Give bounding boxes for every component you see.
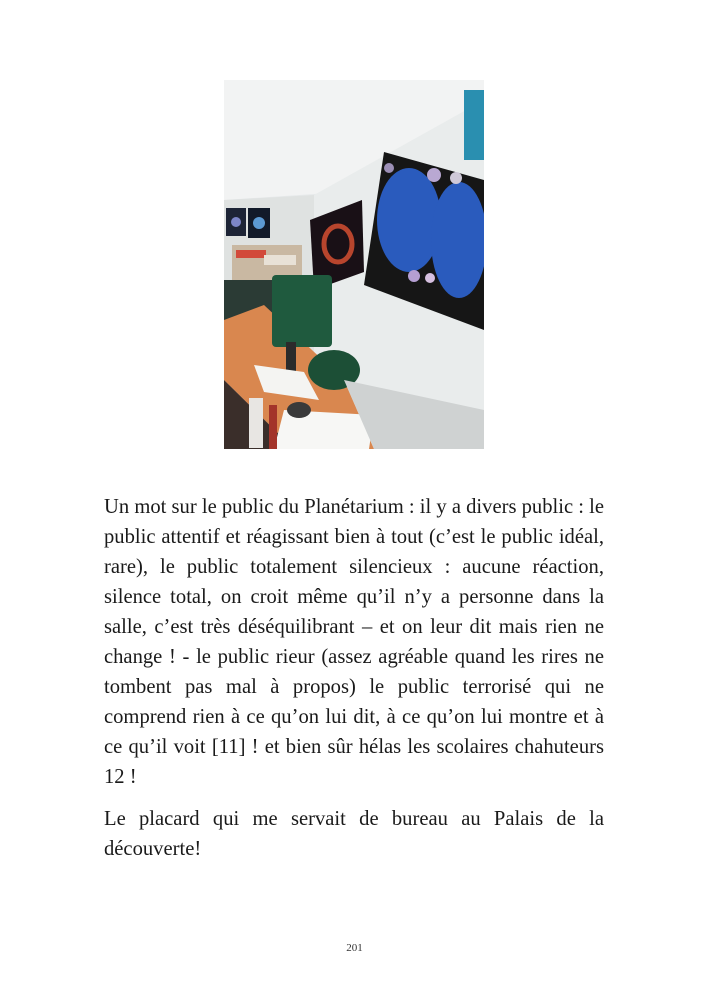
office-photo bbox=[224, 80, 484, 449]
paragraph-photo-caption: Le placard qui me servait de bureau au Palais de la découverte! bbox=[104, 808, 604, 860]
page-number: 201 bbox=[346, 942, 363, 954]
office-photo-illustration bbox=[224, 80, 484, 449]
paragraph-public-types: Un mot sur le public du Planétarium : il y a divers public : le public attentif et réagissant bien à tout (c’est le public idéal, rare), le public totalement silencieux : aucune réaction, silence total, on croit même qu’il n’y a personne dans la salle, c’est très déséquilibrant – et on leur dit mais rien ne change ! - le public rieur (assez agréable quand les rires ne tombent pas mal à propos) le public terrorisé qui ne comprend rien à ce qu’on lui dit, à ce qu’on lui montre et à ce qu’il voit [11] ! et bien sûr hélas les scolaires chahuteurs 12 ! bbox=[104, 496, 604, 788]
body-text bbox=[104, 492, 604, 864]
